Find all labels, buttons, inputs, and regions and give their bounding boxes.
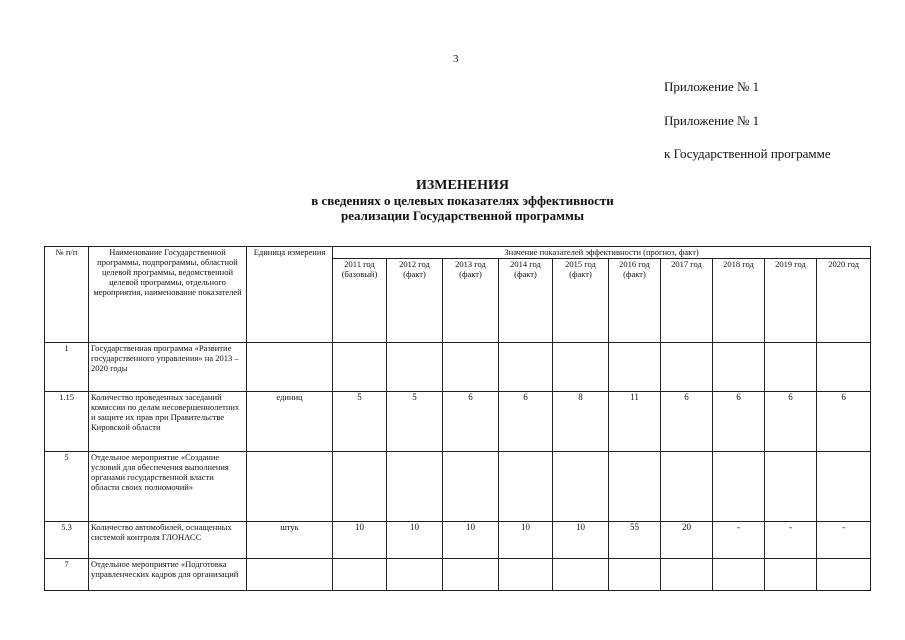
header-year: 2013 год (факт) <box>443 259 499 343</box>
row-value <box>553 343 609 392</box>
row-value <box>661 559 713 591</box>
row-value <box>609 343 661 392</box>
row-value: 5 <box>387 392 443 452</box>
row-value <box>713 559 765 591</box>
table-row <box>45 343 871 392</box>
table-row <box>45 452 871 522</box>
header-year: 2015 год (факт) <box>553 259 609 343</box>
appendix-line-3: к Государственной программе <box>664 146 831 161</box>
header-year: 2019 год <box>765 259 817 343</box>
row-num: 7 <box>45 559 89 591</box>
indicators-table <box>44 246 871 591</box>
row-value: 10 <box>387 522 443 559</box>
row-value: 6 <box>443 392 499 452</box>
row-value <box>553 559 609 591</box>
row-unit <box>247 343 333 392</box>
row-value <box>553 452 609 522</box>
title-line-3: реализации Государственной программы <box>341 208 584 223</box>
row-value: 5 <box>333 392 387 452</box>
row-name: Количество проведенных заседаний комиссии по делам несовершеннолетних и защите их прав при Правительстве Кировской области <box>89 392 247 452</box>
row-value <box>333 452 387 522</box>
row-value <box>609 559 661 591</box>
row-num: 1.15 <box>45 392 89 452</box>
row-value <box>765 559 817 591</box>
row-value: - <box>817 522 871 559</box>
row-value <box>443 452 499 522</box>
header-num: № п/п <box>45 247 89 343</box>
table-row <box>45 392 871 452</box>
appendix-line-2: Приложение № 1 <box>664 113 760 128</box>
row-value: 10 <box>443 522 499 559</box>
row-value <box>817 559 871 591</box>
row-value <box>765 452 817 522</box>
header-year: 2018 год <box>713 259 765 343</box>
row-value: 10 <box>499 522 553 559</box>
header-values-group: Значение показателей эффективности (прогноз, факт) <box>333 247 871 259</box>
row-value: 6 <box>765 392 817 452</box>
row-value <box>387 452 443 522</box>
row-value <box>661 343 713 392</box>
row-value: 10 <box>333 522 387 559</box>
header-year: 2020 год <box>817 259 871 343</box>
row-value <box>333 559 387 591</box>
row-value: 6 <box>713 392 765 452</box>
row-value: 6 <box>499 392 553 452</box>
header-unit: Единица измерения <box>247 247 333 343</box>
row-value <box>387 559 443 591</box>
row-value <box>387 343 443 392</box>
header-year: 2012 год (факт) <box>387 259 443 343</box>
row-value: 6 <box>817 392 871 452</box>
table-row <box>45 559 871 591</box>
row-name: Государственная программа «Развитие государственного управления» на 2013 – 2020 годы <box>89 343 247 392</box>
row-num: 5.3 <box>45 522 89 559</box>
page-number: 3 <box>453 53 459 65</box>
row-value <box>817 452 871 522</box>
row-value <box>499 559 553 591</box>
row-value: 20 <box>661 522 713 559</box>
row-value <box>765 343 817 392</box>
row-value <box>661 452 713 522</box>
row-unit: штук <box>247 522 333 559</box>
row-name: Отдельное мероприятие «Создание условий для обеспечения выполнения органами государственной власти области своих полномочий» <box>89 452 247 522</box>
row-name: Отдельное мероприятие «Подготовка управленческих кадров для организаций <box>89 559 247 591</box>
title-line-1: ИЗМЕНЕНИЯ <box>416 178 509 193</box>
row-unit <box>247 559 333 591</box>
document-title <box>0 178 905 223</box>
header-year: 2011 год (базовый) <box>333 259 387 343</box>
row-value: 11 <box>609 392 661 452</box>
header-year: 2016 год (факт) <box>609 259 661 343</box>
header-year: 2014 год (факт) <box>499 259 553 343</box>
row-value <box>499 343 553 392</box>
row-name: Количество автомобилей, оснащенных системой контроля ГЛОНАСС <box>89 522 247 559</box>
row-value: 10 <box>553 522 609 559</box>
row-value <box>817 343 871 392</box>
row-value: 8 <box>553 392 609 452</box>
row-value <box>443 343 499 392</box>
row-value <box>713 343 765 392</box>
table-header-row <box>45 247 871 259</box>
row-value <box>713 452 765 522</box>
header-name: Наименование Государственной программы, подпрограммы, областной целевой программы, ведомственной целевой программы, отдельного мероприятия, наименование показателей <box>89 247 247 343</box>
row-value <box>333 343 387 392</box>
header-year: 2017 год <box>661 259 713 343</box>
row-value <box>609 452 661 522</box>
row-value <box>443 559 499 591</box>
row-value <box>499 452 553 522</box>
row-num: 5 <box>45 452 89 522</box>
row-unit: единиц <box>247 392 333 452</box>
appendix-line-1: Приложение № 1 <box>664 79 760 94</box>
row-num: 1 <box>45 343 89 392</box>
row-value: - <box>713 522 765 559</box>
row-unit <box>247 452 333 522</box>
row-value: - <box>765 522 817 559</box>
row-value: 6 <box>661 392 713 452</box>
table-row <box>45 522 871 559</box>
title-line-2: в сведениях о целевых показателях эффективности <box>311 193 614 208</box>
row-value: 55 <box>609 522 661 559</box>
